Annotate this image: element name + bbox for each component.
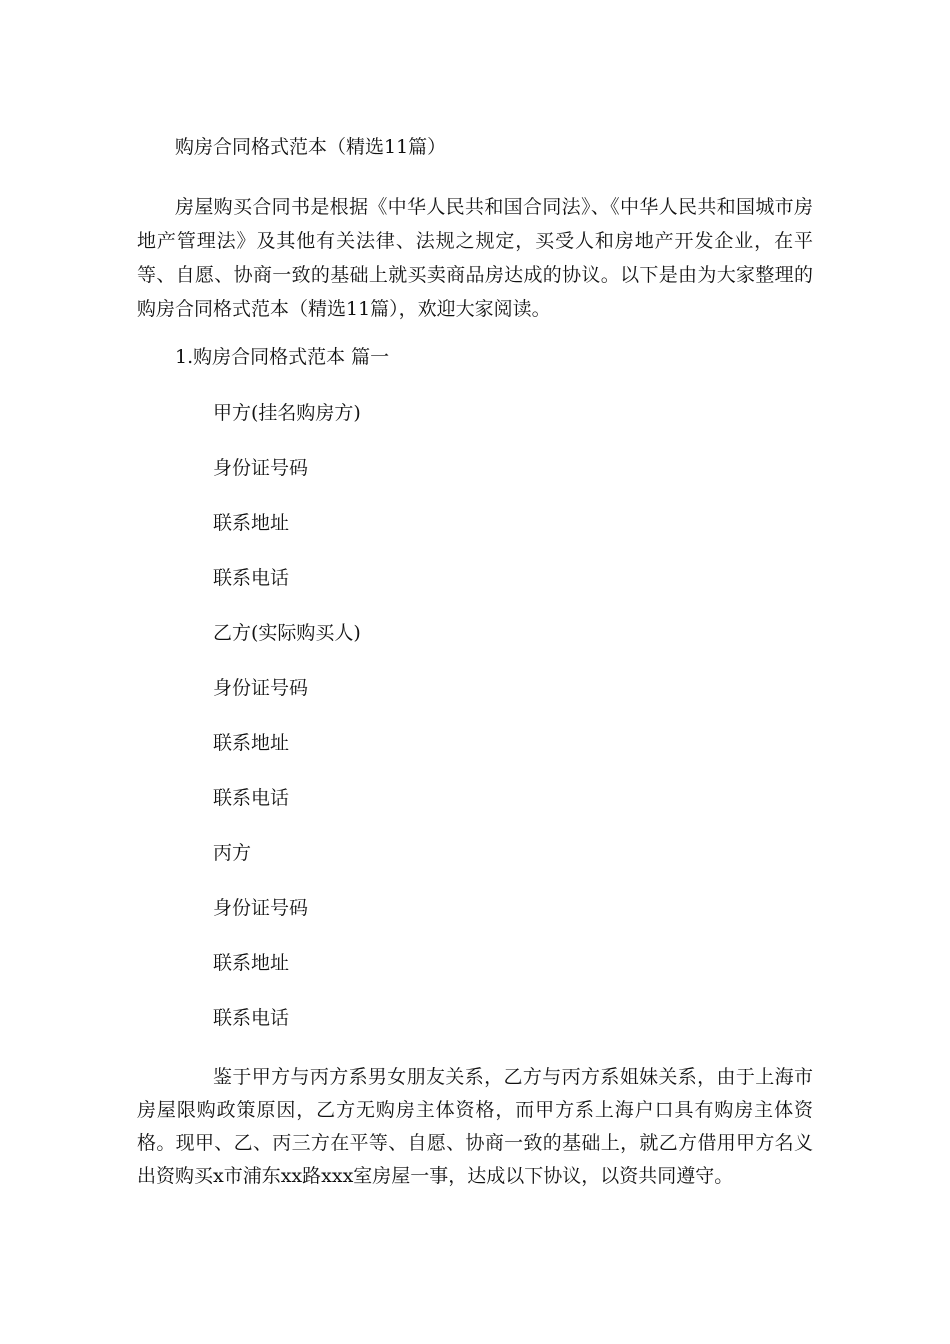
section-heading: 1.购房合同格式范本 篇一: [175, 346, 390, 368]
field-party-c-address: 联系地址: [213, 952, 290, 974]
field-party-b-phone: 联系电话: [213, 787, 290, 809]
field-party-b: 乙方(实际购买人): [213, 622, 361, 644]
field-party-a: 甲方(挂名购房方): [213, 402, 361, 424]
field-party-a-phone: 联系电话: [213, 567, 290, 589]
field-party-a-address: 联系地址: [213, 512, 290, 534]
field-party-b-address: 联系地址: [213, 732, 290, 754]
document-title: 购房合同格式范本（精选11篇）: [175, 136, 447, 158]
field-party-a-id: 身份证号码: [213, 457, 309, 479]
intro-paragraph: 房屋购买合同书是根据《中华人民共和国合同法》、《中华人民共和国城市房地产管理法》及其他有关法律、法规之规定，买受人和房地产开发企业，在平等、自愿、协商一致的基础上就买卖商品房达成的协议。以下是由为大家整理的购房合同格式范本（精选11篇），欢迎大家阅读。: [137, 196, 813, 320]
field-party-c-id: 身份证号码: [213, 897, 309, 919]
field-party-c: 丙方: [213, 842, 252, 864]
field-party-c-phone: 联系电话: [213, 1007, 290, 1029]
agreement-paragraph: 鉴于甲方与丙方系男女朋友关系，乙方与丙方系姐妹关系，由于上海市房屋限购政策原因，乙方无购房主体资格，而甲方系上海户口具有购房主体资格。现甲、乙、丙三方在平等、自愿、协商一致的基础上，就乙方借用甲方名义出资购买x市浦东xx路xxx室房屋一事，达成以下协议，以资共同遵守。: [137, 1066, 813, 1187]
field-party-b-id: 身份证号码: [213, 677, 309, 699]
